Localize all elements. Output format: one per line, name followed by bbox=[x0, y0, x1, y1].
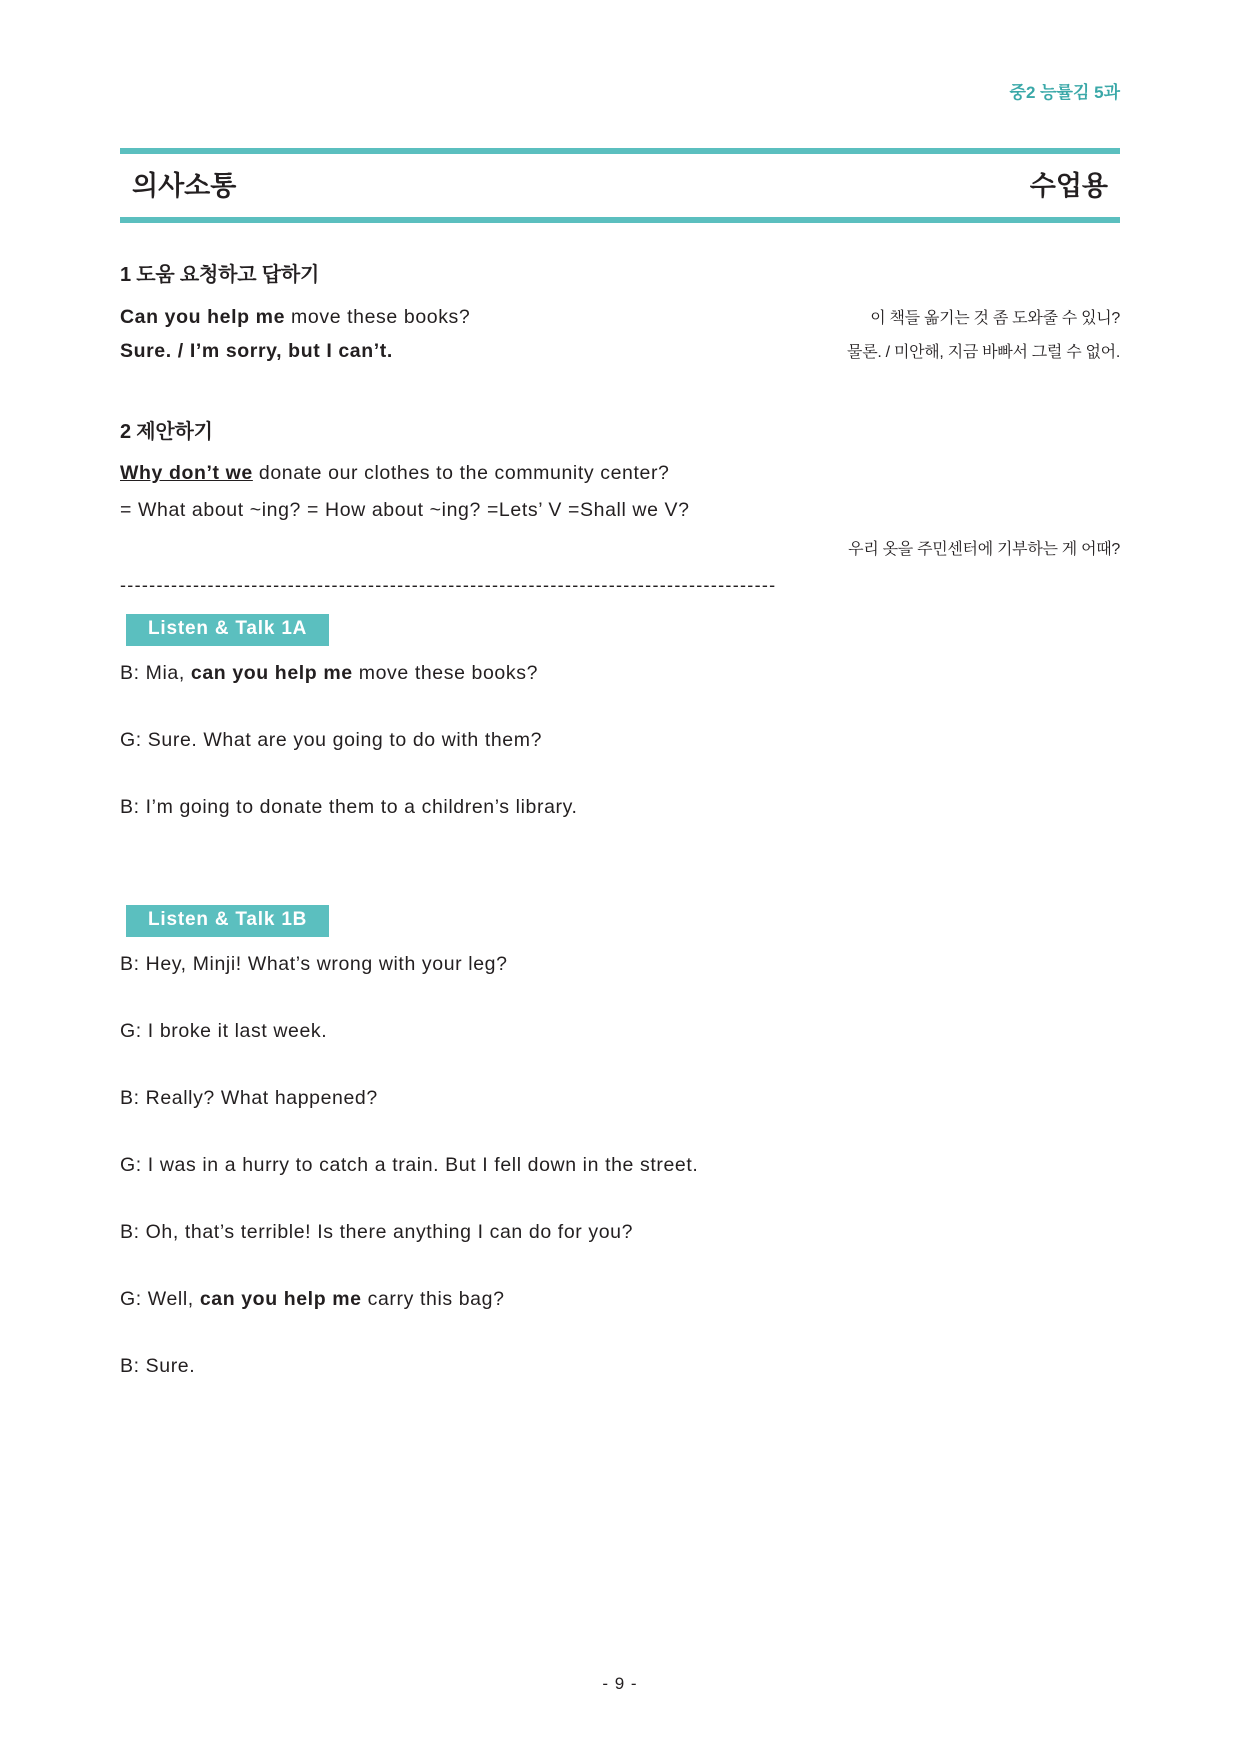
title-block bbox=[120, 148, 1120, 223]
dialog-line-pre: G: Sure. What are you going to do with them? bbox=[120, 729, 543, 751]
talk-block-spacer bbox=[120, 863, 1120, 905]
dialog-line bbox=[120, 953, 1120, 976]
section-2-main-line bbox=[120, 462, 1120, 485]
talk-1a-tag: Listen & Talk 1A bbox=[126, 614, 329, 646]
header-course-tag: 중2 능률김 5과 bbox=[1009, 83, 1120, 102]
dialog-line bbox=[120, 1154, 1120, 1177]
expression-en-2-bold: Sure. / I’m sorry, but I can’t. bbox=[120, 340, 393, 362]
dialog-line-pre: B: Really? What happened? bbox=[120, 1087, 378, 1109]
section-2-line-rest: donate our clothes to the community center? bbox=[252, 462, 670, 484]
dialog-line-pre: B: I’m going to donate them to a children’s library. bbox=[120, 796, 578, 818]
page-title-badge: 수업용 bbox=[1029, 171, 1108, 201]
section-spacer bbox=[120, 373, 1120, 415]
dialog-line-pre: G: I broke it last week. bbox=[120, 1020, 328, 1042]
section-1-line-2 bbox=[120, 339, 1120, 363]
dialog-line-bold: can you help me bbox=[190, 662, 353, 684]
dialog-line bbox=[120, 1288, 1120, 1311]
dialog-line-bold: can you help me bbox=[199, 1288, 362, 1310]
section-1-heading: 1 도움 요청하고 답하기 bbox=[120, 264, 320, 286]
talk-1b-dialog bbox=[120, 953, 1120, 1378]
dialog-line-pre: B: Sure. bbox=[120, 1355, 196, 1377]
expression-en-1-rest: move these books? bbox=[285, 306, 471, 328]
document-body bbox=[120, 258, 1120, 1422]
dialog-line bbox=[120, 796, 1120, 819]
expression-en-1 bbox=[120, 306, 470, 329]
dialog-line-pre: G: I was in a hurry to catch a train. But I fell down in the street. bbox=[120, 1154, 699, 1176]
dialog-line bbox=[120, 1355, 1120, 1378]
dialog-line-pre: B: Hey, Minji! What’s wrong with your leg? bbox=[120, 953, 508, 975]
dialog-line-pre: G: Well, bbox=[120, 1288, 200, 1310]
expression-ko-2: 물론. / 미안해, 지금 바빠서 그럴 수 없어. bbox=[847, 344, 1120, 361]
dialog-line-post: carry this bag? bbox=[361, 1288, 505, 1310]
dashed-divider: ------------------------------------------------------------------------------------------ bbox=[120, 575, 777, 595]
dialog-line bbox=[120, 1020, 1120, 1043]
dialog-line bbox=[120, 662, 1120, 685]
section-2-heading: 2 제안하기 bbox=[120, 421, 213, 443]
title-row bbox=[120, 154, 1120, 217]
talk-1b-tag: Listen & Talk 1B bbox=[126, 905, 329, 937]
dialog-line bbox=[120, 1087, 1120, 1110]
dialog-line-pre: B: Oh, that’s terrible! Is there anything I can do for you? bbox=[120, 1221, 634, 1243]
dialog-line-post: move these books? bbox=[352, 662, 539, 684]
expression-en-2 bbox=[120, 340, 393, 363]
talk-block-1a bbox=[120, 614, 1120, 819]
page-number: - 9 - bbox=[602, 1674, 638, 1693]
talk-1a-dialog bbox=[120, 662, 1120, 819]
section-2-korean: 우리 옷을 주민센터에 기부하는 게 어때? bbox=[848, 541, 1120, 558]
title-rule-bottom bbox=[120, 217, 1120, 223]
expression-ko-1: 이 책들 옮기는 것 좀 도와줄 수 있니? bbox=[870, 310, 1120, 327]
expression-en-1-bold: Can you help me bbox=[120, 306, 286, 328]
talk-block-1b bbox=[120, 905, 1120, 1378]
dialog-line bbox=[120, 729, 1120, 752]
page-title: 의사소통 bbox=[132, 171, 237, 201]
dialog-line bbox=[120, 1221, 1120, 1244]
section-2-underlined-phrase: Why don’t we bbox=[120, 462, 253, 484]
dialog-line-pre: B: Mia, bbox=[120, 662, 191, 684]
section-1-line-1 bbox=[120, 305, 1120, 329]
section-2-alternatives: = What about ~ing? = How about ~ing? =Lets’ V =Shall we V? bbox=[120, 499, 690, 521]
